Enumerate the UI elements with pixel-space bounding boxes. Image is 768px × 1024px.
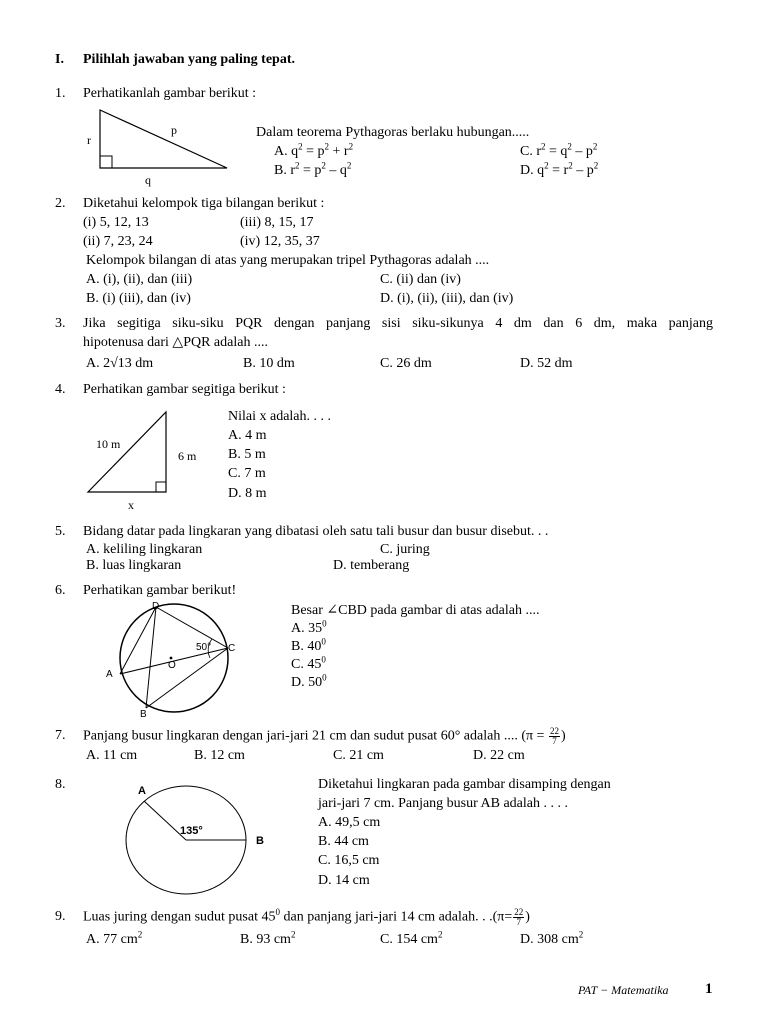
- q4-option-b[interactable]: B. 5 m: [228, 447, 266, 462]
- q6-point-c: C: [228, 643, 236, 654]
- q2-text: Diketahui kelompok tiga bilangan berikut :: [83, 196, 325, 211]
- q6-angle-label: 50°: [196, 642, 212, 653]
- q2-stem: Kelompok bilangan di atas yang merupakan tripel Pythagoras adalah ....: [86, 253, 490, 268]
- q8-text-line2: jari-jari 7 cm. Panjang busur AB adalah . . . .: [318, 796, 568, 811]
- q3-text-line1: Jika segitiga siku-siku PQR dengan panjang sisi siku-sikunya 4 dm dan 6 dm, maka panjang: [83, 316, 713, 331]
- q6-text: Perhatikan gambar berikut!: [83, 583, 237, 598]
- q5-option-b[interactable]: B. luas lingkaran: [86, 558, 182, 573]
- q6-option-b[interactable]: B. $40^0$: [291, 636, 326, 654]
- q4-option-d[interactable]: D. 8 m: [228, 486, 267, 501]
- q9-number: 9.: [55, 909, 66, 924]
- q2-item-ii: (ii) 7, 23, 24: [83, 234, 153, 249]
- q6-option-c[interactable]: C. $45^0$: [291, 654, 326, 672]
- q4-option-c[interactable]: C. 7 m: [228, 466, 266, 481]
- q8-option-c[interactable]: C. 16,5 cm: [318, 853, 380, 868]
- q8-circle-figure: [130, 778, 280, 898]
- q1-option-d[interactable]: D. $q^2 = r^2 - p^2$: [520, 160, 599, 178]
- q2-option-a[interactable]: A. (i), (ii), dan (iii): [86, 272, 193, 287]
- q4-label-base: x: [128, 498, 134, 512]
- q4-option-a[interactable]: A. 4 m: [228, 428, 267, 443]
- q3-option-b[interactable]: B. 10 dm: [243, 356, 295, 371]
- q6-point-o: O: [168, 660, 176, 671]
- q8-option-a[interactable]: A. 49,5 cm: [318, 815, 381, 830]
- q6-point-b: B: [140, 709, 147, 720]
- q1-label-p: p: [171, 123, 177, 137]
- q1-stem: Dalam teorema Pythagoras berlaku hubungan.....: [256, 125, 530, 140]
- q2-item-i: (i) 5, 12, 13: [83, 215, 149, 230]
- q6-option-d[interactable]: D. $50^0$: [291, 672, 327, 690]
- q8-number: 8.: [55, 777, 66, 792]
- footer-label: PAT − Matematika: [578, 983, 669, 997]
- q4-text: Perhatikan gambar segitiga berikut :: [83, 382, 286, 397]
- q5-text: Bidang datar pada lingkaran yang dibatasi oleh satu tali busur dan busur disebut. . .: [83, 524, 549, 539]
- q1-text: Perhatikanlah gambar berikut :: [83, 86, 256, 101]
- q9-option-b[interactable]: B. 93 $cm^2$: [240, 929, 296, 947]
- q1-option-b[interactable]: B. $r^2 = p^2 - q^2$: [274, 160, 352, 178]
- q2-option-d[interactable]: D. (i), (ii), (iii), dan (iv): [380, 291, 514, 306]
- q3-option-a[interactable]: A. 2√13 dm: [86, 356, 154, 371]
- q4-stem: Nilai x adalah. . . .: [228, 409, 332, 424]
- q1-option-c[interactable]: C. $r^2 = q^2 - p^2$: [520, 141, 598, 159]
- q2-item-iii: (iii) 8, 15, 17: [240, 215, 314, 230]
- q8-text-line1: Diketahui lingkaran pada gambar disamping dengan: [318, 777, 611, 792]
- q7-pi-fraction: $\frac{22}{7}$: [549, 726, 559, 746]
- q7-text: Panjang busur lingkaran dengan jari-jari 21 cm dan sudut pusat 60° adalah .... (π = $\frac{22}{7}$ ): [83, 726, 566, 746]
- q8-point-a: A: [138, 785, 146, 797]
- section-title: Pilihlah jawaban yang paling tepat.: [83, 52, 295, 67]
- q7-option-c[interactable]: C. 21 cm: [333, 748, 384, 763]
- page-number: 1: [705, 981, 713, 997]
- q8-option-b[interactable]: B. 44 cm: [318, 834, 369, 849]
- q6-number: 6.: [55, 583, 66, 598]
- q3-option-d[interactable]: D. 52 dm: [520, 356, 573, 371]
- q1-label-r: r: [87, 133, 91, 147]
- q4-number: 4.: [55, 382, 66, 397]
- q4-triangle-figure: [88, 410, 238, 515]
- q6-stem: Besar ∠CBD pada gambar di atas adalah ....: [291, 603, 540, 618]
- q3-text-line2: hipotenusa dari △PQR adalah ....: [83, 335, 268, 350]
- q7-option-a[interactable]: A. 11 cm: [86, 748, 138, 763]
- q5-number: 5.: [55, 524, 66, 539]
- q6-point-a: A: [106, 669, 113, 680]
- q6-point-d: D: [152, 601, 160, 612]
- q3-number: 3.: [55, 316, 66, 331]
- q2-number: 2.: [55, 196, 66, 211]
- q1-option-a[interactable]: A. $q^2 = p^2 + r^2$: [274, 141, 354, 159]
- q2-option-c[interactable]: C. (ii) dan (iv): [380, 272, 461, 287]
- section-number: I.: [55, 52, 64, 67]
- q5-option-a[interactable]: A. keliling lingkaran: [86, 542, 203, 557]
- q2-item-iv: (iv) 12, 35, 37: [240, 234, 320, 249]
- q7-option-d[interactable]: D. 22 cm: [473, 748, 525, 763]
- q4-label-side: 6 m: [178, 449, 197, 463]
- q8-option-d[interactable]: D. 14 cm: [318, 873, 370, 888]
- q5-option-d[interactable]: D. temberang: [333, 558, 410, 573]
- q1-label-q: q: [145, 173, 151, 187]
- q9-pi-fraction: $\frac{22}{7}$: [514, 907, 524, 927]
- q8-angle-label: 135°: [180, 825, 203, 837]
- q1-number: 1.: [55, 86, 66, 101]
- q2-option-b[interactable]: B. (i) (iii), dan (iv): [86, 291, 191, 306]
- q9-option-d[interactable]: D. 308 $cm^2$: [520, 929, 584, 947]
- q6-option-a[interactable]: A. $35^0$: [291, 618, 327, 636]
- q7-number: 7.: [55, 728, 66, 743]
- q4-label-hyp: 10 m: [96, 437, 121, 451]
- q5-option-c[interactable]: C. juring: [380, 542, 430, 557]
- q9-option-a[interactable]: A. 77 $cm^2$: [86, 929, 143, 947]
- q1-triangle-figure: [85, 108, 245, 188]
- q9-text: Luas juring dengan sudut pusat $45^0$ dan panjang jari-jari 14 cm adalah. . .(π= $\frac{22}{7}$ ): [83, 907, 530, 927]
- q7-option-b[interactable]: B. 12 cm: [194, 748, 245, 763]
- q8-point-b: B: [256, 835, 264, 847]
- q6-circle-figure: [100, 598, 250, 718]
- q3-option-c[interactable]: C. 26 dm: [380, 356, 432, 371]
- q9-option-c[interactable]: C. 154 $cm^2$: [380, 929, 443, 947]
